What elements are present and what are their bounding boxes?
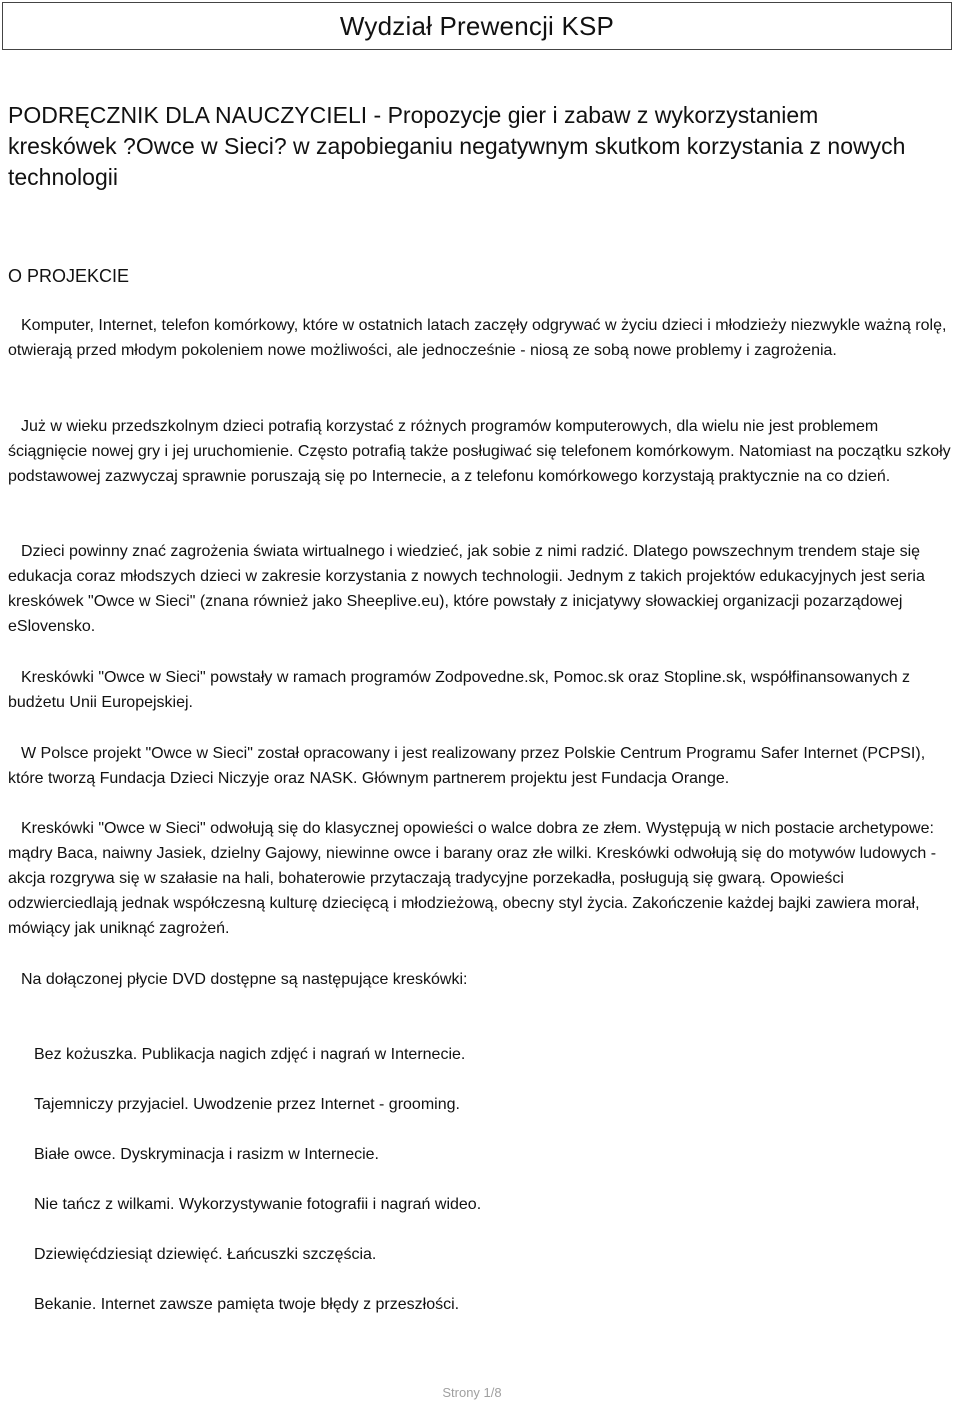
paragraph-poland: W Polsce projekt "Owce w Sieci" został opracowany i jest realizowany przez Polskie Centrum Programu Safer Internet (PCPSI), które tworzą Fundacja Dzieci Niczyje oraz NASK. Głównym partnerem projektu jest Fundacja Orange. xyxy=(8,745,926,787)
paragraph-preschool: Już w wieku przedszkolnym dzieci potrafią korzystać z różnych programów komputerowych, dla wielu nie jest problemem ściągnięcie nowej gry i jej uruchomienie. Często potrafią także posługiwać się telefonem komórkowym. Natomiast na początku szkoły podstawowej zazwyczaj sprawnie poruszają się po Internecie, a z telefonu komórkowego korzystają praktycznie na co dzień. xyxy=(8,418,951,485)
document-title: PODRĘCZNIK DLA NAUCZYCIELI - Propozycje gier i zabaw z wykorzystaniem kreskówek ?Owce w Sieci? w zapobieganiu negatywnym skutkom korzystania z nowych technologii xyxy=(8,102,906,190)
page-number: Strony 1/8 xyxy=(442,1385,502,1400)
list-item: Bekanie. Internet zawsze pamięta twoje błędy z przeszłości. xyxy=(34,1296,460,1313)
paragraph-story: Kreskówki "Owce w Sieci" odwołują się do klasycznej opowieści o walce dobra ze złem. Występują w nich postacie archetypowe: mądry Baca, naiwny Jasiek, dzielny Gajowy, niewinne owce i barany oraz złe wilki. Kreskówki odwołują się do motywów ludowych - akcja rozgrywa się w szałasie na hali, bohaterowie przytaczają tradycyjne porzekadła, posługują się gwarą. Opowieści odzwierciedlają jednak współczesną kulturę dziecięcą i młodzieżową, obecny styl życia. Zakończenie każdej bajki zawiera morał, mówiący jak uniknąć zagrożeń. xyxy=(8,820,937,937)
section-title: O PROJEKCIE xyxy=(8,266,130,286)
page-header xyxy=(2,2,952,50)
paragraph-funding: Kreskówki "Owce w Sieci" powstały w ramach programów Zodpovedne.sk, Pomoc.sk oraz Stopline.sk, współfinansowanych z budżetu Unii Europejskiej. xyxy=(8,669,911,711)
list-item: Dziewięćdziesiąt dziewięć. Łańcuszki szczęścia. xyxy=(34,1246,377,1263)
list-item: Nie tańcz z wilkami. Wykorzystywanie fotografii i nagrań wideo. xyxy=(34,1196,482,1213)
cartoon-list xyxy=(34,1042,481,1342)
paragraph-education: Dzieci powinny znać zagrożenia świata wirtualnego i wiedzieć, jak sobie z nimi radzić. Dlatego powszechnym trendem staje się edukacja coraz młodszych dzieci w zakresie korzystania z nowych technologii. Jednym z takich projektów edukacyjnych jest seria kreskówek "Owce w Sieci" (znana również jako Sheeplive.eu), które powstały z inicjatywy słowackiej organizacji pozarządowej eSlovensko. xyxy=(8,543,925,635)
list-item: Tajemniczy przyjaciel. Uwodzenie przez Internet - grooming. xyxy=(34,1096,460,1113)
paragraph-intro: Komputer, Internet, telefon komórkowy, które w ostatnich latach zaczęły odgrywać w życiu dzieci i młodzieży niezwykle ważną rolę, otwierają przed młodym pokoleniem nowe możliwości, ale jednocześnie - niosą ze sobą nowe problemy i zagrożenia. xyxy=(8,317,947,359)
list-item: Białe owce. Dyskryminacja i rasizm w Internecie. xyxy=(34,1146,379,1163)
paragraph-dvd: Na dołączonej płycie DVD dostępne są następujące kreskówki: xyxy=(21,971,468,988)
list-item: Bez kożuszka. Publikacja nagich zdjęć i nagrań w Internecie. xyxy=(34,1046,466,1063)
header-title: Wydział Prewencji KSP xyxy=(339,10,615,41)
